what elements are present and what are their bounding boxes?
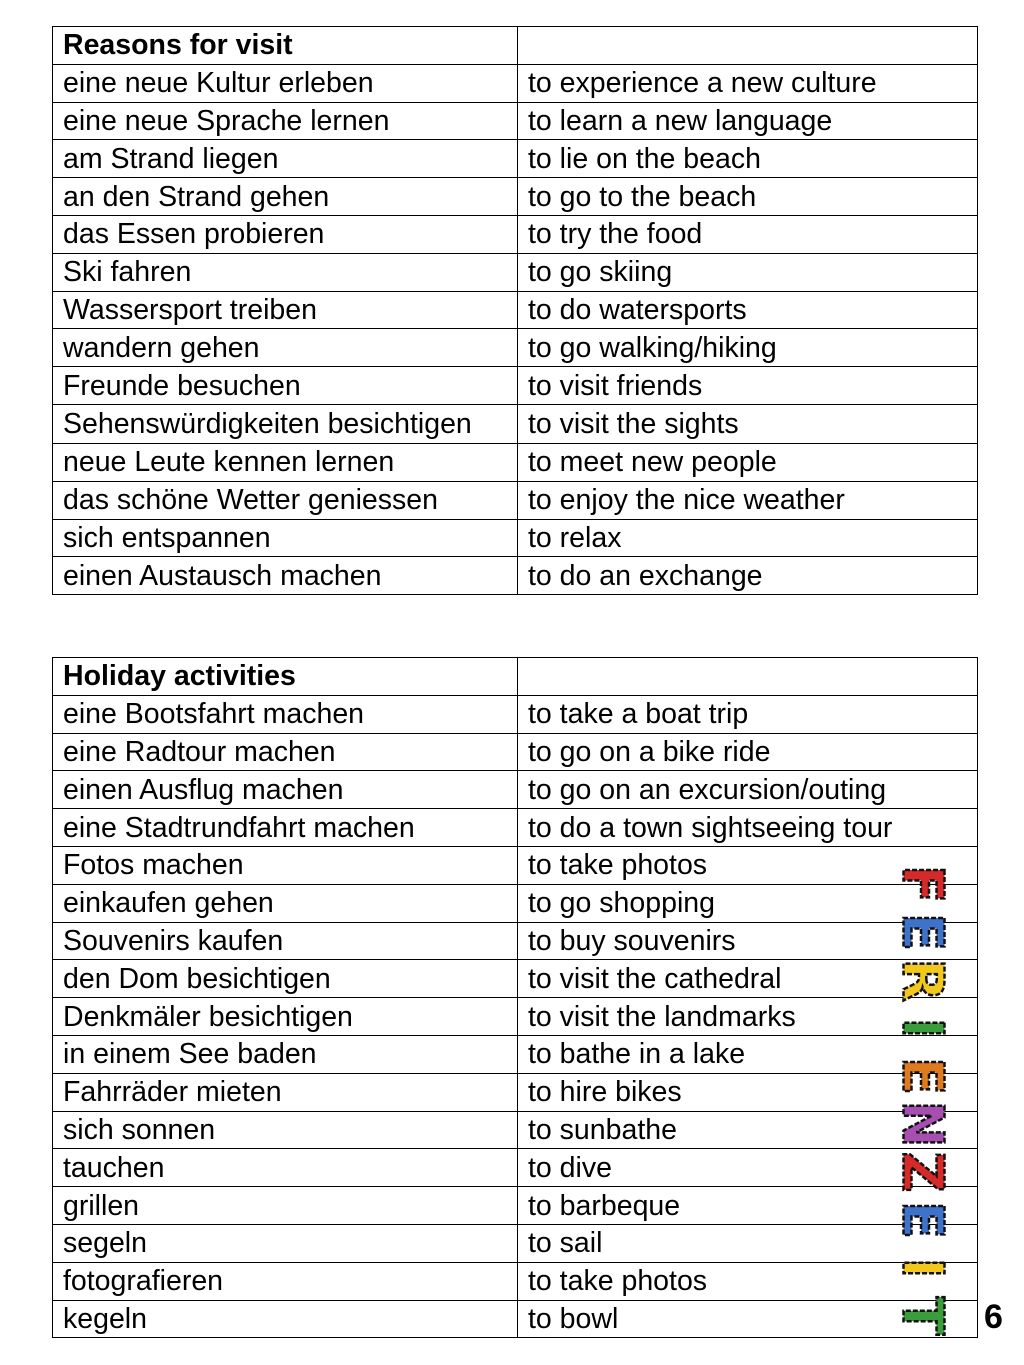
logo-letter [890,1152,955,1193]
table-row [53,1035,978,1073]
table-row [53,404,978,443]
english-phrase: to experience a new culture [518,64,978,102]
german-phrase: das schöne Wetter geniessen [53,481,518,519]
holiday-activities-table [52,657,978,1338]
table-row [53,140,978,178]
table-row [53,922,978,960]
german-phrase: segeln [53,1224,518,1262]
german-phrase: eine Radtour machen [53,733,518,771]
english-phrase: to do a town sightseeing tour [518,809,978,847]
table-row [53,1262,978,1300]
table-row [53,443,978,481]
english-phrase: to relax [518,519,978,557]
english-phrase: to bathe in a lake [518,1035,978,1073]
table-row [53,733,978,771]
table-row [53,809,978,847]
english-phrase: to visit the sights [518,404,978,443]
empty-header-cell [518,658,978,696]
english-phrase: to do an exchange [518,557,978,595]
german-phrase: Fotos machen [53,846,518,884]
german-phrase: einen Austausch machen [53,557,518,595]
german-phrase: grillen [53,1187,518,1225]
table-row [53,178,978,216]
table-row [53,215,978,253]
table-header-row [53,27,978,65]
page-number: 6 [984,1298,1003,1336]
svg-text:R: R [889,958,955,1002]
german-phrase: Fahrräder mieten [53,1073,518,1111]
section-heading: Reasons for visit [53,27,518,65]
german-phrase: fotografieren [53,1262,518,1300]
german-phrase: an den Strand gehen [53,178,518,216]
german-phrase: Sehenswürdigkeiten besichtigen [53,404,518,443]
table-row [53,557,978,595]
german-phrase: neue Leute kennen lernen [53,443,518,481]
english-phrase: to bowl [518,1300,978,1338]
german-phrase: Freunde besuchen [53,367,518,405]
table-row [53,329,978,367]
german-phrase: Wassersport treiben [53,291,518,329]
german-phrase: das Essen probieren [53,215,518,253]
english-phrase: to try the food [518,215,978,253]
english-phrase: to take photos [518,1262,978,1300]
german-phrase: eine neue Sprache lernen [53,102,518,140]
logo-letter [890,1057,955,1095]
table-row [53,884,978,922]
german-phrase: Ski fahren [53,253,518,291]
english-phrase: to visit the landmarks [518,998,978,1036]
table-row [53,1300,978,1338]
table-row [53,960,978,998]
german-phrase: den Dom besichtigen [53,960,518,998]
logo-letter [890,1101,955,1148]
svg-text:E: E [889,1056,955,1096]
english-phrase: to go shopping [518,884,978,922]
english-phrase: to go walking/hiking [518,329,978,367]
table-header-row [53,658,978,696]
english-phrase: to sunbathe [518,1111,978,1149]
table-row [53,771,978,809]
german-phrase: wandern gehen [53,329,518,367]
logo-letter [890,913,955,951]
english-phrase: to go skiing [518,253,978,291]
english-phrase: to take photos [518,846,978,884]
english-phrase: to take a boat trip [518,695,978,733]
german-phrase: eine Stadtrundfahrt machen [53,809,518,847]
german-phrase: eine Bootsfahrt machen [53,695,518,733]
table-row [53,846,978,884]
english-phrase: to barbeque [518,1187,978,1225]
table-row [53,481,978,519]
english-phrase: to sail [518,1224,978,1262]
table-row [53,519,978,557]
english-phrase: to enjoy the nice weather [518,481,978,519]
german-phrase: sich sonnen [53,1111,518,1149]
english-phrase: to go to the beach [518,178,978,216]
german-phrase: einkaufen gehen [53,884,518,922]
logo-letter [890,1201,955,1239]
german-phrase: sich entspannen [53,519,518,557]
table-row [53,102,978,140]
german-phrase: tauchen [53,1149,518,1187]
table-row [53,291,978,329]
table-row [53,1187,978,1225]
svg-text:I: I [889,1257,955,1279]
table-row [53,1111,978,1149]
german-phrase: Souvenirs kaufen [53,922,518,960]
logo-letter [890,1297,955,1335]
svg-text:I: I [889,1017,955,1039]
table-row [53,1224,978,1262]
reasons-for-visit-table [52,26,978,595]
logo-letter [890,1018,955,1039]
svg-text:Z: Z [889,1151,955,1193]
svg-text:N: N [889,1100,955,1148]
table-row [53,64,978,102]
german-phrase: eine neue Kultur erleben [53,64,518,102]
german-phrase: in einem See baden [53,1035,518,1073]
table-row [53,998,978,1036]
svg-text:T: T [889,1296,955,1336]
svg-text:F: F [889,864,955,904]
english-phrase: to buy souvenirs [518,922,978,960]
english-phrase: to go on a bike ride [518,733,978,771]
table-row [53,253,978,291]
german-phrase: kegeln [53,1300,518,1338]
svg-text:E: E [889,912,955,952]
table-row [53,367,978,405]
table-row [53,1149,978,1187]
empty-header-cell [518,27,978,65]
logo-letter [890,1258,955,1279]
table-row [53,1073,978,1111]
english-phrase: to do watersports [518,291,978,329]
english-phrase: to hire bikes [518,1073,978,1111]
english-phrase: to learn a new language [518,102,978,140]
german-phrase: Denkmäler besichtigen [53,998,518,1036]
svg-text:E: E [889,1200,955,1240]
german-phrase: am Strand liegen [53,140,518,178]
logo-letter [890,958,955,1001]
english-phrase: to visit friends [518,367,978,405]
german-phrase: einen Ausflug machen [53,771,518,809]
logo-letter [890,865,955,903]
english-phrase: to visit the cathedral [518,960,978,998]
table-row [53,695,978,733]
english-phrase: to meet new people [518,443,978,481]
english-phrase: to lie on the beach [518,140,978,178]
english-phrase: to dive [518,1149,978,1187]
ferienzeit-logo [866,860,978,1340]
section-heading: Holiday activities [53,658,518,696]
english-phrase: to go on an excursion/outing [518,771,978,809]
